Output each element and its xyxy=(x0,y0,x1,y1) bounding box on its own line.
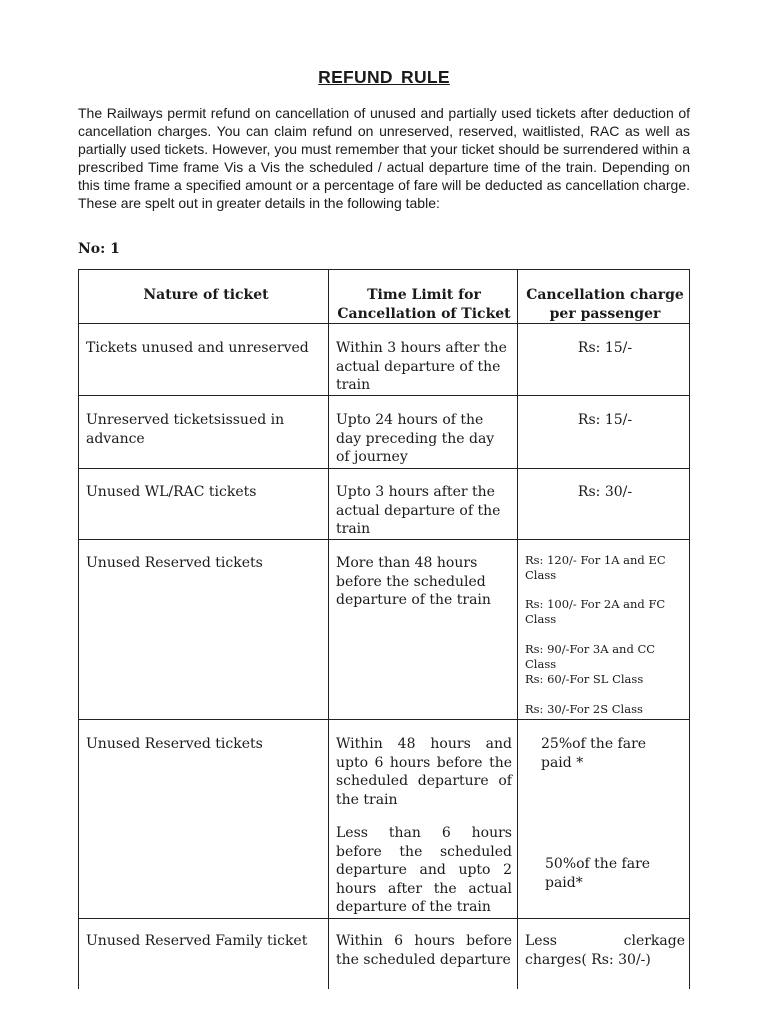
row-divider xyxy=(78,323,690,324)
row-4-charge-2a-fc: Rs: 100/- For 2A and FC Class xyxy=(525,597,666,626)
table-border-top xyxy=(78,269,690,270)
row-4-charge-2s: Rs: 30/-For 2S Class xyxy=(525,702,643,716)
column-divider xyxy=(689,269,690,989)
row-4-charge-3a-cc: Rs: 90/-For 3A and CC Class xyxy=(525,642,656,671)
row-3-time-limit: Upto 3 hours after the actual departure of the train xyxy=(336,484,501,537)
refund-table xyxy=(78,269,690,1009)
intro-paragraph: The Railways permit refund on cancellation of unused and partially used tickets after deduction of cancellation charges. You can claim refund on unreserved, reserved, waitlisted, RAC as well as partially used tickets. However, you must remember that your ticket should be surrendered within a prescribed Time frame Vis a Vis the scheduled / actual departure time of the train. Depending on this time frame a specified amount or a percentage of fare will be deducted as cancellation charge. These are spelt out in greater details in the following table: xyxy=(78,105,690,211)
row-6-time-limit: Within 6 hours before the scheduled departure xyxy=(336,933,512,968)
row-1-charge: Rs: 15/- xyxy=(577,340,633,356)
column-divider xyxy=(517,269,518,989)
table-number: No: 1 xyxy=(78,241,120,257)
row-divider xyxy=(78,539,690,540)
row-4-charge-sl: Rs: 60/-For SL Class xyxy=(525,672,644,686)
row-5-time-limit-2: Less than 6 hours before the scheduled departure and upto 2 hours after the actual departure of the train xyxy=(336,825,512,915)
row-5-nature: Unused Reserved tickets xyxy=(86,736,263,752)
row-divider xyxy=(78,395,690,396)
row-5-charge-2: 50%of the fare paid* xyxy=(545,856,651,891)
column-divider xyxy=(78,269,79,989)
row-4-time-limit: More than 48 hours before the scheduled departure of the train xyxy=(336,555,491,608)
header-time-limit: Time Limit for Cancellation of Ticket xyxy=(337,287,511,322)
row-3-charge: Rs: 30/- xyxy=(577,484,633,500)
row-5-charge-1: 25%of the fare paid * xyxy=(541,736,647,771)
row-divider xyxy=(78,468,690,469)
column-divider xyxy=(328,269,329,989)
row-4-charge-1a-ec: Rs: 120/- For 1A and EC Class xyxy=(525,553,666,582)
row-2-nature: Unreserved ticketsissued in advance xyxy=(86,412,285,447)
row-6-nature: Unused Reserved Family ticket xyxy=(86,933,308,949)
header-charge: Cancellation charge per passenger xyxy=(526,287,684,322)
row-6-charge: Less clerkage charges( Rs: 30/-) xyxy=(525,933,685,968)
row-2-time-limit: Upto 24 hours of the day preceding the day of journey xyxy=(336,412,495,465)
header-nature: Nature of ticket xyxy=(143,287,269,303)
row-1-nature: Tickets unused and unreserved xyxy=(86,340,309,356)
row-2-charge: Rs: 15/- xyxy=(577,412,633,428)
row-3-nature: Unused WL/RAC tickets xyxy=(86,484,257,500)
document-title: REFUND RULE xyxy=(318,67,450,87)
row-divider xyxy=(78,719,690,720)
row-1-time-limit: Within 3 hours after the actual departure of the train xyxy=(336,340,507,393)
row-divider xyxy=(78,918,690,919)
row-4-nature: Unused Reserved tickets xyxy=(86,555,263,571)
row-5-time-limit-1: Within 48 hours and upto 6 hours before the scheduled departure of the train xyxy=(336,736,512,808)
